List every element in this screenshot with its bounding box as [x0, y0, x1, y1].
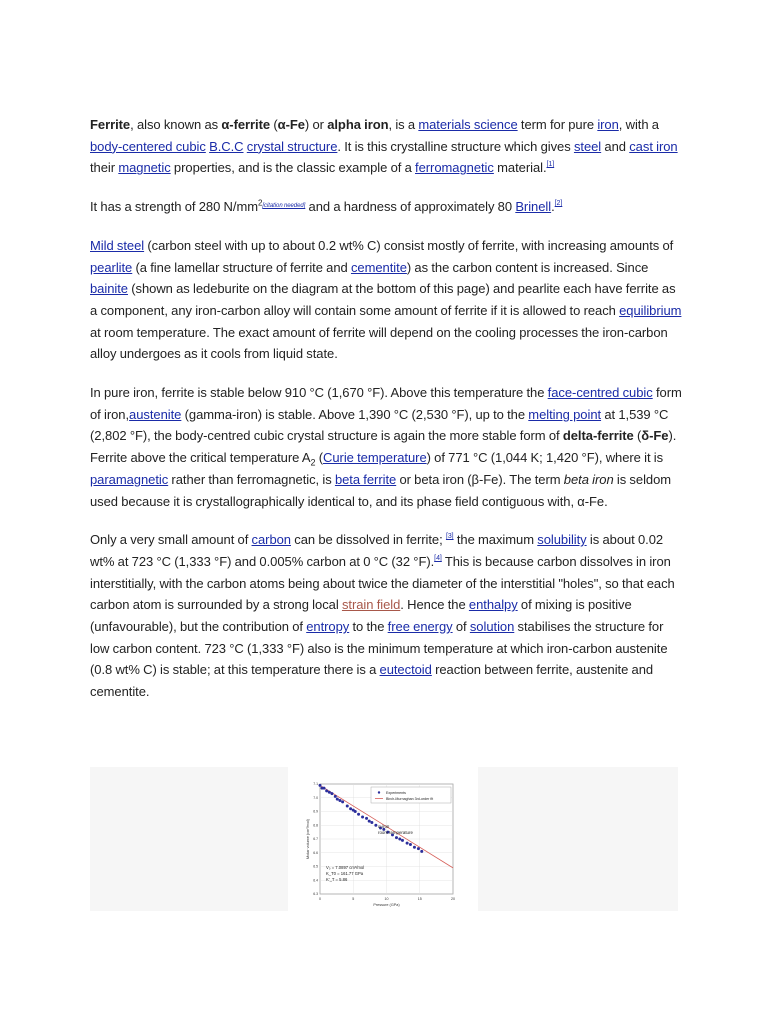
text-run: . It is this crystalline structure which gives	[337, 138, 574, 154]
data-point	[328, 791, 331, 794]
link-steel[interactable]: steel	[573, 138, 602, 154]
figure-panel-right	[478, 767, 678, 911]
paragraph-2	[90, 196, 682, 218]
data-point	[322, 787, 325, 790]
y-tick-label: 7.0	[313, 795, 318, 800]
text-run: at 1,539 °C (2,802 °F), the body-centred cubic crystal structure is again the more stable form of	[90, 406, 672, 444]
link-free-energy[interactable]: free energy	[387, 619, 453, 635]
data-point	[413, 846, 416, 849]
data-point	[325, 789, 328, 792]
text-run: or beta iron (β-Fe). The term	[396, 471, 564, 487]
data-point	[406, 842, 409, 845]
text-run: material.	[493, 160, 547, 176]
text-run: term for pure	[517, 117, 598, 132]
text-run: ) or	[304, 117, 328, 132]
data-point	[319, 784, 322, 787]
text-run: and a hardness of approximately 80	[305, 199, 516, 215]
link-melting-point[interactable]: melting point	[528, 406, 602, 422]
link-cementite[interactable]: cementite	[350, 259, 407, 275]
link-materials-science[interactable]: materials science	[418, 117, 518, 132]
text-run: , is a	[388, 117, 419, 132]
bold-term: Ferrite	[90, 117, 131, 132]
legend-label-fit: Birch-Murnaghan 3rd-order fit	[386, 796, 434, 801]
data-point	[368, 820, 371, 823]
link-beta-ferrite[interactable]: beta ferrite	[334, 471, 397, 487]
y-tick-label: 7.1	[313, 782, 318, 787]
x-tick-label: 10	[384, 897, 389, 901]
link-solubility[interactable]: solubility	[537, 532, 587, 548]
link-curie-temperature[interactable]: Curie temperature	[323, 450, 427, 466]
text-run: , also known as	[130, 117, 222, 132]
data-point	[361, 816, 364, 819]
text-run: ). Ferrite above the critical temperature A	[90, 428, 680, 466]
paragraph-1	[90, 114, 682, 179]
reference-link[interactable]: [3]	[445, 533, 454, 541]
y-tick-label: 6.4	[313, 878, 318, 883]
data-point	[357, 813, 360, 816]
link-pearlite[interactable]: pearlite	[90, 259, 133, 275]
subscript: 2	[310, 457, 316, 468]
link-brinell[interactable]: Brinell	[515, 199, 552, 215]
text-run: of mixing is positive (unfavourable), but the contribution of	[90, 597, 635, 635]
y-axis-label: Molar volume (cm³/mol)	[306, 819, 310, 859]
data-point	[334, 795, 337, 798]
data-point	[420, 850, 423, 853]
text-run: (	[633, 428, 642, 444]
reference-link[interactable]: [4]	[434, 554, 442, 562]
link-cast-iron[interactable]: cast iron	[629, 138, 678, 154]
text-run: is about 0.02 wt% at 723 °C (1,333 °F) and 0.005% carbon at 0 °C (32 °F).	[90, 532, 667, 569]
text-run: , with a	[618, 117, 663, 132]
text-run: reaction between ferrite, austenite and cementite.	[90, 662, 657, 700]
link-magnetic[interactable]: magnetic	[118, 160, 171, 176]
legend-marker-points	[378, 791, 380, 793]
data-point	[330, 792, 333, 795]
link-bainite[interactable]: bainite	[90, 281, 128, 297]
data-point	[398, 838, 401, 841]
text-run: can be dissolved in ferrite;	[290, 532, 446, 548]
text-run: (	[315, 450, 324, 466]
data-point	[370, 821, 373, 824]
y-tick-label: 6.7	[313, 837, 318, 842]
paragraph-5	[90, 529, 682, 703]
link-entropy[interactable]: entropy	[306, 619, 350, 635]
data-point	[349, 807, 352, 810]
link-enthalpy[interactable]: enthalpy	[468, 597, 518, 613]
data-point	[409, 843, 412, 846]
link-carbon[interactable]: carbon	[251, 532, 291, 548]
text-run: rather than ferromagnetic, is	[168, 471, 335, 487]
y-tick-label: 6.3	[313, 892, 318, 897]
text-run: This is because carbon dissolves in iron interstitially, with the carbon atoms being about twice the diameter of the interstitial "holes", so that each carbon atom is surrounded by a strong local	[90, 553, 678, 613]
fit-parameter: K′_T = 5.86	[326, 877, 348, 882]
text-run: stabilises the structure for low carbon content. 723 °C (1,333 °F) also is the minimum temperature at which iron-carbon austenite (0.8 wt% C) is stable; at this temperature there is a	[90, 619, 671, 678]
text-run: (gamma-iron) is stable. Above 1,390 °C (2,530 °F), up to the	[181, 406, 529, 422]
text-run: (shown as ledeburite on the diagram at the bottom of this page) and pearlite each have ferrite as a component, any iron-carbon alloy will contain some amount of ferrite if it is allowed to reach	[90, 281, 679, 318]
bold-term: α-Fe	[277, 117, 305, 132]
fit-parameter: K_T0 = 161.77 GPa	[326, 871, 364, 876]
article-body	[90, 114, 686, 720]
link-crystal-structure[interactable]: crystal structure	[246, 138, 338, 154]
text-run: and	[601, 138, 630, 154]
reference-link[interactable]: [1]	[546, 161, 555, 169]
paragraph-4	[90, 382, 686, 512]
x-tick-label: 5	[352, 897, 355, 901]
y-tick-label: 6.8	[313, 823, 318, 828]
x-tick-label: 15	[417, 897, 422, 901]
text-run: Only a very small amount of	[90, 532, 252, 548]
reference-link[interactable]: [2]	[554, 200, 563, 208]
bold-term: α-ferrite	[221, 117, 271, 132]
data-point	[417, 847, 420, 850]
link-body-centered-cubic[interactable]: body-centered cubic	[90, 138, 206, 154]
link-eutectoid[interactable]: eutectoid	[379, 662, 432, 678]
text-run: ) of 771 °C (1,044 K; 1,420 °F), where it is	[426, 450, 667, 466]
text-run: . Hence the	[400, 597, 469, 613]
link-b-c-c[interactable]: B.C.C	[209, 138, 244, 154]
text-run: their	[90, 138, 681, 176]
pressure-volume-chart	[303, 772, 465, 911]
text-run: .	[551, 199, 555, 215]
bold-term: δ-Fe	[641, 428, 669, 444]
bold-term: delta-ferrite	[562, 428, 634, 444]
data-point	[374, 824, 377, 827]
italic-term: beta iron	[563, 471, 614, 487]
text-run: at room temperature. The exact amount of ferrite will depend on the cooling processes the iron-carbon alloy undergoes as it cools from liquid state.	[90, 302, 685, 362]
data-point	[395, 836, 398, 839]
link-equilibrium[interactable]: equilibrium	[619, 302, 682, 318]
text-run: ) as the carbon content is increased. Since	[406, 259, 652, 275]
x-axis-label: Pressure (GPa)	[373, 903, 400, 907]
data-point	[401, 839, 404, 842]
link-ferromagnetic[interactable]: ferromagnetic	[415, 160, 494, 176]
text-run: In pure iron, ferrite is stable below 910 °C (1,670 °F). Above this temperature the	[90, 385, 548, 401]
link-mild-steel[interactable]: Mild steel	[90, 237, 145, 253]
text-run: form of iron,	[90, 385, 686, 422]
data-point	[354, 810, 357, 813]
y-tick-label: 6.6	[313, 850, 318, 855]
data-point	[341, 800, 344, 803]
x-tick-label: 0	[319, 897, 321, 901]
citation-needed-link[interactable]: [citation needed]	[262, 203, 306, 210]
fit-parameter: V₀ = 7.0897 cm³/mol	[326, 865, 365, 870]
y-tick-label: 6.5	[313, 864, 318, 869]
figure-image[interactable]	[303, 772, 465, 911]
text-run: of	[452, 619, 470, 635]
link-iron[interactable]: iron	[597, 117, 619, 132]
text-run: is seldom used because it is crystallographically identical to, and its phase field contiguous with, α-Fe.	[90, 471, 675, 509]
annotation-material: α-iron	[378, 824, 390, 829]
link-austenite[interactable]: austenite	[129, 406, 182, 422]
text-run: properties, and is the classic example of a	[170, 160, 416, 176]
paragraph-3	[90, 235, 685, 365]
annotation-condition: room temperature	[378, 830, 413, 835]
figure-row	[90, 767, 678, 911]
text-run: the maximum	[453, 532, 538, 548]
data-point	[346, 805, 349, 808]
text-run: It has a strength of 280 N/mm	[90, 199, 258, 215]
text-run: (	[270, 117, 278, 132]
text-run: to the	[349, 619, 388, 635]
legend-label-experiments: Experiments	[386, 790, 406, 795]
link-solution[interactable]: solution	[469, 619, 515, 635]
figure-panel-left	[90, 767, 288, 911]
y-tick-label: 6.9	[313, 809, 318, 814]
text-run: (a fine lamellar structure of ferrite and	[132, 259, 351, 275]
link-face-centred-cubic[interactable]: face-centred cubic	[547, 385, 653, 401]
link-strain-field[interactable]: strain field	[341, 597, 401, 613]
bold-term: alpha iron	[327, 117, 389, 132]
data-point	[336, 798, 339, 801]
x-tick-label: 20	[451, 897, 455, 901]
link-paramagnetic[interactable]: paramagnetic	[90, 471, 169, 487]
data-point	[365, 817, 368, 820]
data-point	[338, 799, 341, 802]
text-run: (carbon steel with up to about 0.2 wt% C) consist mostly of ferrite, with increasing amounts of	[144, 237, 677, 253]
superscript: 2	[258, 198, 263, 208]
